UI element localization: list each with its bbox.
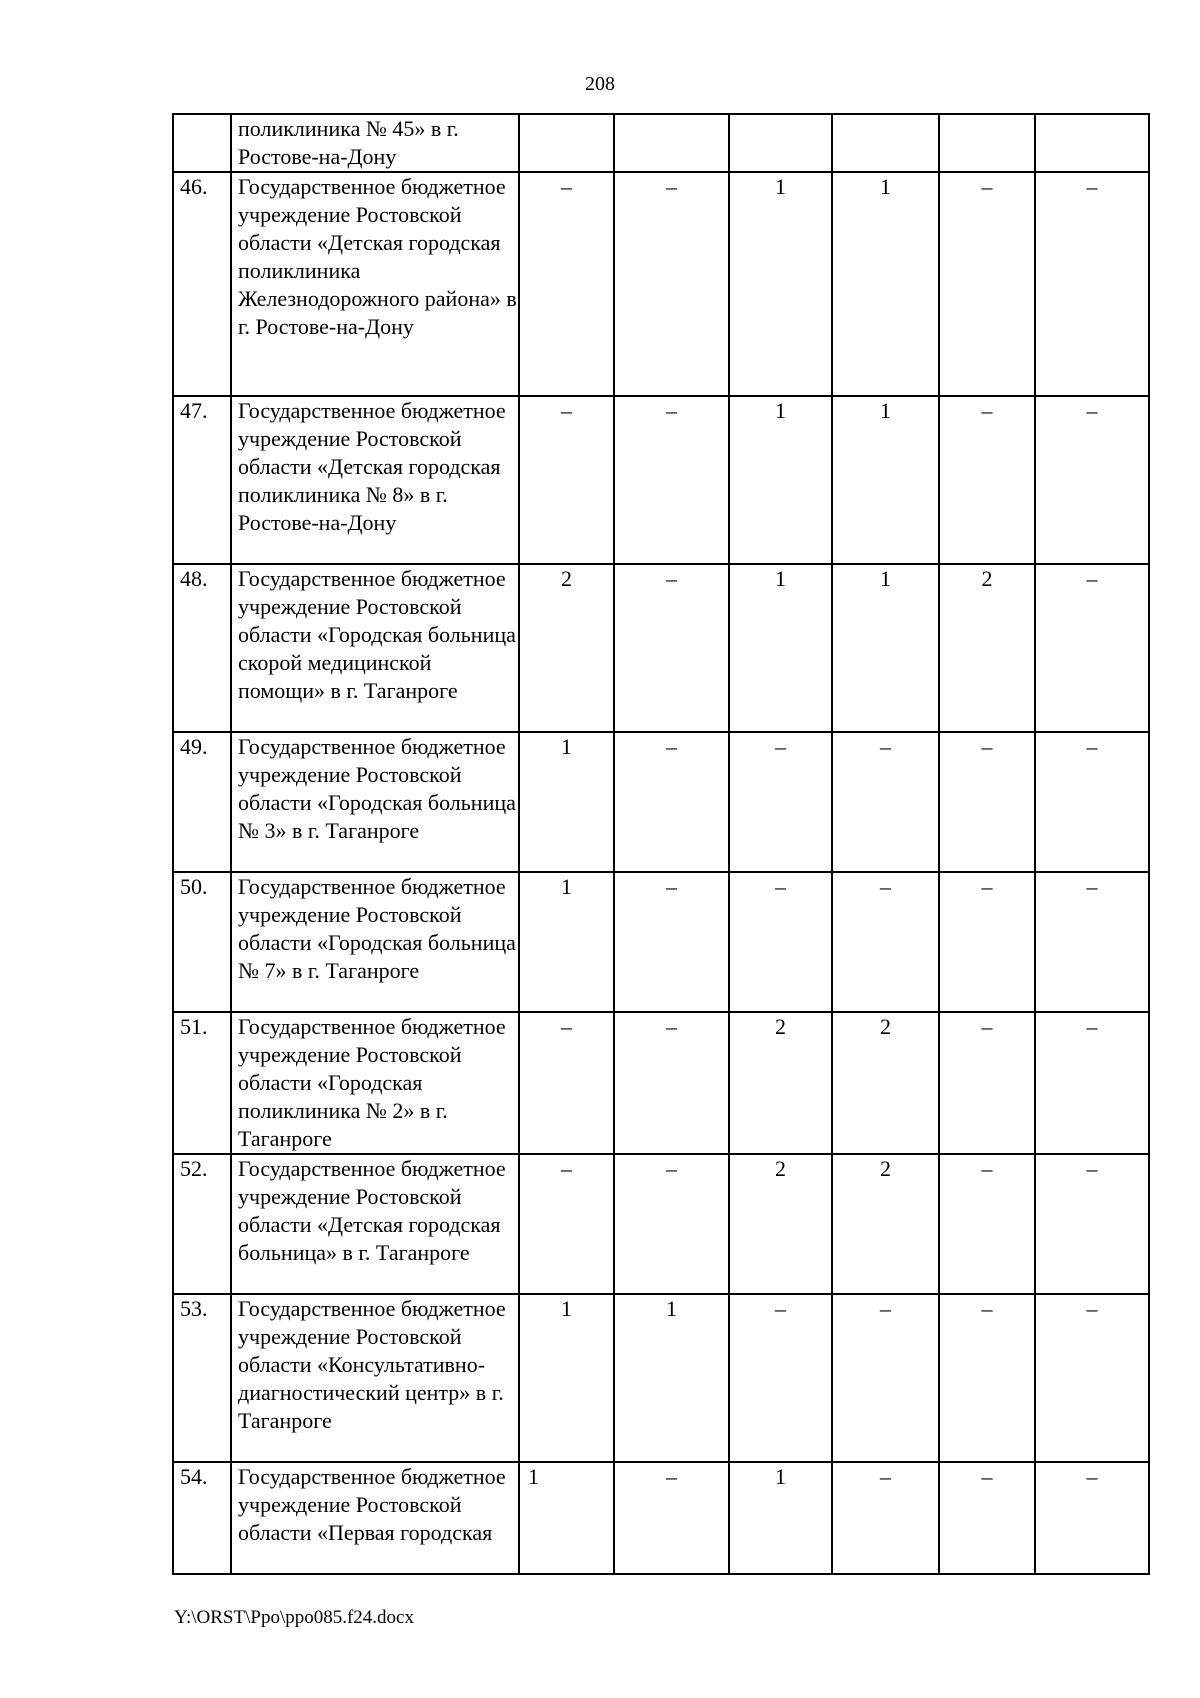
value-cell: 1 xyxy=(519,1294,614,1462)
table-row xyxy=(173,872,1149,1012)
institution-name: Государственное бюджетное учреждение Ростовской области «Детская городская поликлиника Железнодорожного района» в г. Ростове-на-Дону xyxy=(231,172,519,396)
institution-name: Государственное бюджетное учреждение Ростовской области «Консультативно-диагностический центр» в г. Таганроге xyxy=(231,1294,519,1462)
value-cell xyxy=(832,114,939,172)
value-cell: – xyxy=(614,732,729,872)
value-cell: 1 xyxy=(832,564,939,732)
value-cell: – xyxy=(1035,1154,1149,1294)
table-row xyxy=(173,396,1149,564)
institution-name: Государственное бюджетное учреждение Ростовской области «Городская больница № 3» в г. Таганроге xyxy=(231,732,519,872)
value-cell: 2 xyxy=(832,1012,939,1154)
value-cell: – xyxy=(939,172,1035,396)
row-number: 46. xyxy=(173,172,231,396)
value-cell: 1 xyxy=(832,172,939,396)
value-cell xyxy=(939,114,1035,172)
value-cell: – xyxy=(832,732,939,872)
value-cell: – xyxy=(939,732,1035,872)
value-cell: – xyxy=(519,1012,614,1154)
value-cell: 1 xyxy=(729,564,832,732)
table-row xyxy=(173,1294,1149,1462)
institution-name: Государственное бюджетное учреждение Ростовской области «Городская поликлиника № 2» в г. Таганроге xyxy=(231,1012,519,1154)
value-cell: – xyxy=(614,1154,729,1294)
value-cell: – xyxy=(519,172,614,396)
value-cell: – xyxy=(519,1154,614,1294)
row-number: 48. xyxy=(173,564,231,732)
value-cell: – xyxy=(614,1462,729,1574)
value-cell xyxy=(1035,114,1149,172)
value-cell: – xyxy=(614,564,729,732)
value-cell: – xyxy=(1035,732,1149,872)
value-cell: – xyxy=(1035,172,1149,396)
value-cell: – xyxy=(729,1294,832,1462)
row-number xyxy=(173,114,231,172)
value-cell xyxy=(614,114,729,172)
value-cell: 2 xyxy=(729,1012,832,1154)
table-row xyxy=(173,1012,1149,1154)
value-cell: – xyxy=(1035,396,1149,564)
row-number: 54. xyxy=(173,1462,231,1574)
value-cell: – xyxy=(939,1012,1035,1154)
value-cell: – xyxy=(832,1294,939,1462)
value-cell: – xyxy=(1035,872,1149,1012)
value-cell: – xyxy=(939,872,1035,1012)
value-cell: – xyxy=(614,1012,729,1154)
value-cell: 2 xyxy=(939,564,1035,732)
value-cell: – xyxy=(939,1154,1035,1294)
value-cell: – xyxy=(939,1462,1035,1574)
value-cell: 1 xyxy=(614,1294,729,1462)
footer-file-path: Y:\ORST\Ppo\ppo085.f24.docx xyxy=(174,1607,414,1628)
value-cell: 1 xyxy=(519,872,614,1012)
table-row xyxy=(173,564,1149,732)
table-row xyxy=(173,172,1149,396)
value-cell: – xyxy=(729,872,832,1012)
value-cell: – xyxy=(729,732,832,872)
value-cell xyxy=(729,114,832,172)
value-cell: – xyxy=(614,872,729,1012)
institution-name: Государственное бюджетное учреждение Ростовской области «Детская городская больница» в г. Таганроге xyxy=(231,1154,519,1294)
institution-name: Государственное бюджетное учреждение Ростовской области «Детская городская поликлиника № 8» в г. Ростове-на-Дону xyxy=(231,396,519,564)
row-number: 49. xyxy=(173,732,231,872)
institution-name: поликлиника № 45» в г. Ростове-на-Дону xyxy=(231,114,519,172)
table-row xyxy=(173,1462,1149,1574)
institution-name: Государственное бюджетное учреждение Ростовской области «Городская больница скорой медицинской помощи» в г. Таганроге xyxy=(231,564,519,732)
value-cell: 1 xyxy=(519,1462,614,1574)
row-number: 51. xyxy=(173,1012,231,1154)
value-cell: 1 xyxy=(729,172,832,396)
value-cell: – xyxy=(1035,1294,1149,1462)
value-cell xyxy=(519,114,614,172)
institutions-table xyxy=(172,113,1150,1575)
value-cell: – xyxy=(832,872,939,1012)
row-number: 53. xyxy=(173,1294,231,1462)
value-cell: 1 xyxy=(519,732,614,872)
value-cell: – xyxy=(939,1294,1035,1462)
value-cell: – xyxy=(939,396,1035,564)
table-row xyxy=(173,1154,1149,1294)
table-row xyxy=(173,114,1149,172)
value-cell: – xyxy=(1035,1012,1149,1154)
value-cell: – xyxy=(832,1462,939,1574)
table-row xyxy=(173,732,1149,872)
value-cell: 2 xyxy=(519,564,614,732)
value-cell: 1 xyxy=(832,396,939,564)
value-cell: 1 xyxy=(729,396,832,564)
value-cell: – xyxy=(614,172,729,396)
value-cell: – xyxy=(614,396,729,564)
row-number: 47. xyxy=(173,396,231,564)
row-number: 52. xyxy=(173,1154,231,1294)
row-number: 50. xyxy=(173,872,231,1012)
value-cell: – xyxy=(1035,1462,1149,1574)
page-number: 208 xyxy=(585,73,615,95)
value-cell: – xyxy=(1035,564,1149,732)
institution-name: Государственное бюджетное учреждение Ростовской области «Городская больница № 7» в г. Таганроге xyxy=(231,872,519,1012)
value-cell: – xyxy=(519,396,614,564)
value-cell: 1 xyxy=(729,1462,832,1574)
institution-name: Государственное бюджетное учреждение Ростовской области «Первая городская xyxy=(231,1462,519,1574)
value-cell: 2 xyxy=(729,1154,832,1294)
value-cell: 2 xyxy=(832,1154,939,1294)
